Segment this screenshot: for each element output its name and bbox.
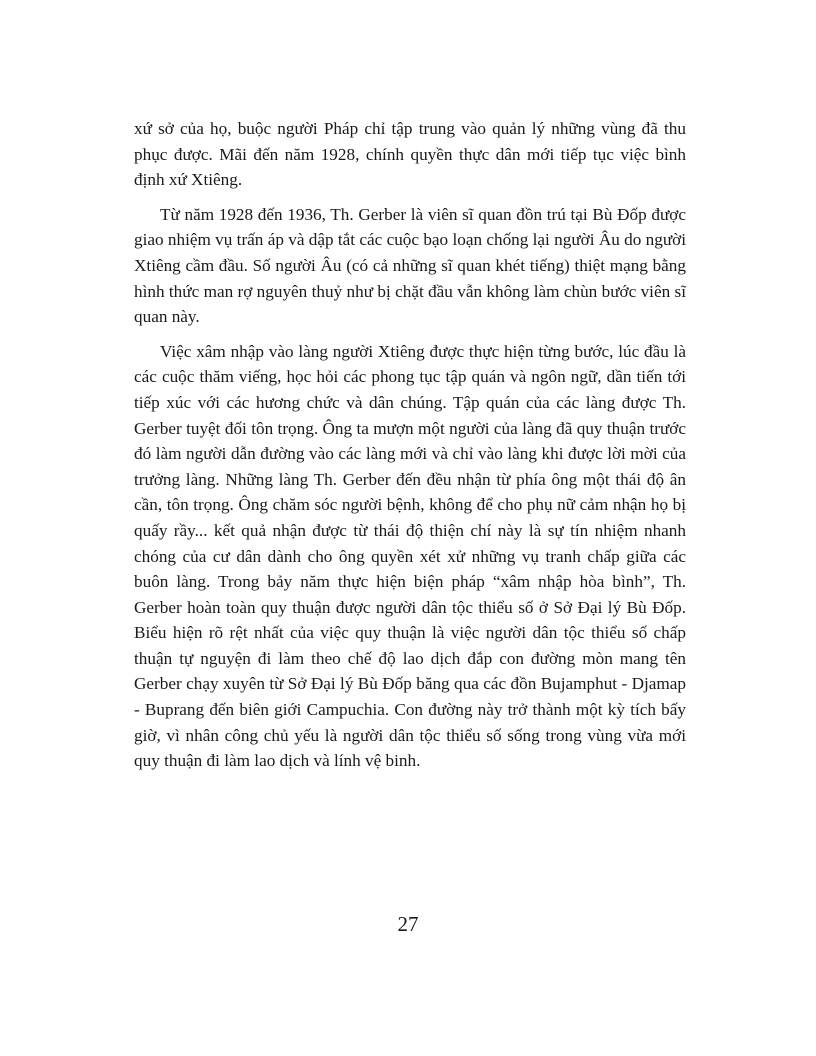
paragraph-3: Việc xâm nhập vào làng người Xtiêng được thực hiện từng bước, lúc đầu là các cuộc thăm viếng, học hỏi các phong tục tập quán và ngôn ngữ, dần tiến tới tiếp xúc với các hương chức và dân chúng. Tập quán của các làng được Th. Gerber tuyệt đối tôn trọng. Ông ta mượn một người của làng đã quy thuận trước đó làm người dẫn đường vào các làng mới và chỉ vào làng khi được lời mời của trưởng làng. Những làng Th. Gerber đến đều nhận từ phía ông một thái độ ân cần, tôn trọng. Ông chăm sóc người bệnh, không để cho phụ nữ cảm nhận họ bị quấy rầy... kết quả nhận được từ thái độ thiện chí này là sự tín nhiệm nhanh chóng của cư dân dành cho ông quyền xét xử những vụ tranh chấp giữa các buôn làng. Trong bảy năm thực hiện biện pháp “xâm nhập hòa bình”, Th. Gerber hoàn toàn quy thuận được người dân tộc thiểu số ở Sở Đại lý Bù Đốp. Biểu hiện rõ rệt nhất của việc quy thuận là việc người dân tộc thiểu số chấp thuận tự nguyện đi làm theo chế độ lao dịch đắp con đường mòn mang tên Gerber chạy xuyên từ Sở Đại lý Bù Đốp băng qua các đồn Bujamphut - Djamap - Buprang đến biên giới Campuchia. Con đường này trở thành một kỳ tích bấy giờ, vì nhân công chủ yếu là người dân tộc thiểu số sống trong vùng vừa mới quy thuận đi làm lao dịch và lính vệ binh. (134, 341, 686, 771)
body-text (134, 116, 686, 783)
paragraph-1: xứ sở của họ, buộc người Pháp chỉ tập trung vào quản lý những vùng đã thu phục được. Mãi đến năm 1928, chính quyền thực dân mới tiếp tục việc bình định xứ Xtiêng. (134, 119, 686, 190)
paragraph-2: Từ năm 1928 đến 1936, Th. Gerber là viên sĩ quan đồn trú tại Bù Đốp được giao nhiệm vụ trấn áp và dập tắt các cuộc bạo loạn chống lại người Âu do người Xtiêng cầm đầu. Số người Âu (có cả những sĩ quan khét tiếng) thiệt mạng bằng hình thức man rợ nguyên thuỷ như bị chặt đầu vẫn không làm chùn bước viên sĩ quan này. (134, 204, 686, 327)
page-number: 27 (397, 912, 419, 936)
